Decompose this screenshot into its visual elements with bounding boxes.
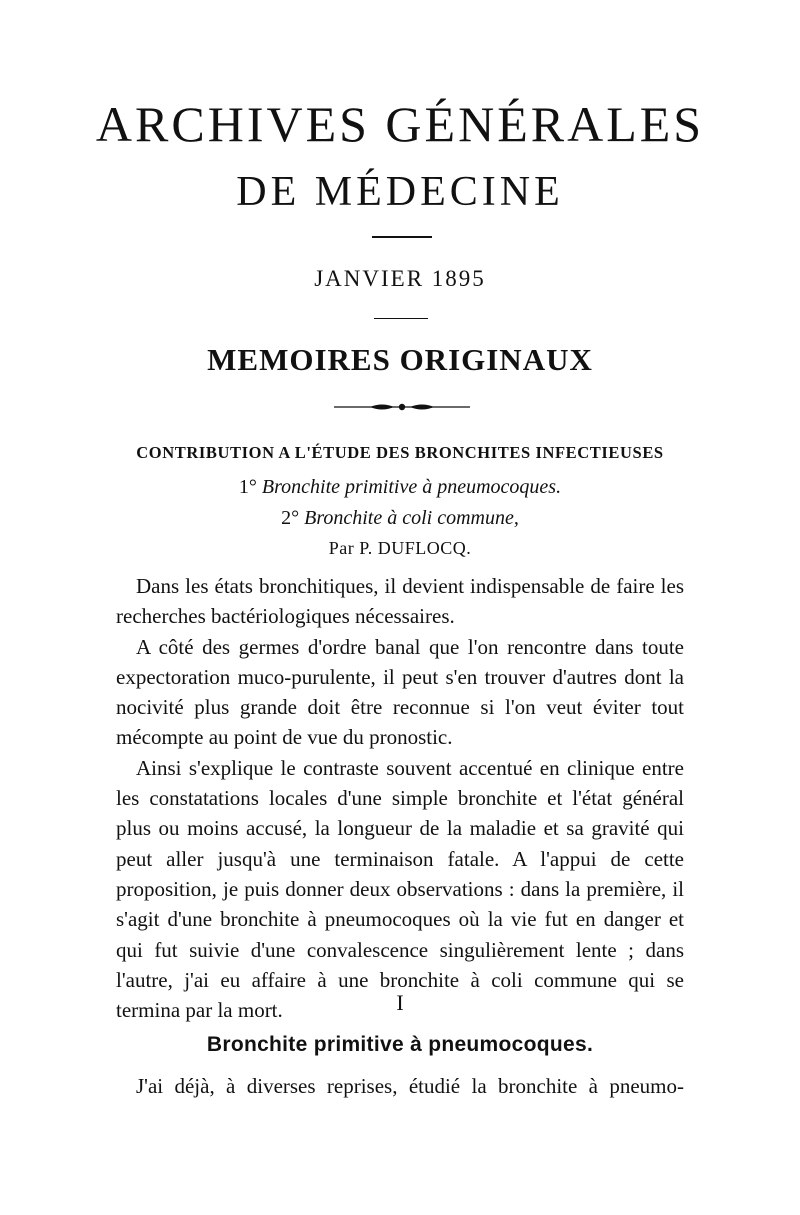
- body-paragraph: Dans les états bronchitiques, il devient indispensable de faire les recherches bactériologiques nécessaires.: [116, 574, 684, 629]
- subtitle-number: 2°: [281, 507, 305, 529]
- subtitle-text: Bronchite à coli commune,: [304, 507, 519, 529]
- article-subtitle-2: [0, 505, 800, 531]
- section-heading: MEMOIRES ORIGINAUX: [207, 342, 593, 377]
- article-subtitle-1: [0, 474, 800, 500]
- ornament-divider-icon: [334, 400, 470, 414]
- author-byline: Par P. DUFLOCQ.: [328, 538, 472, 558]
- journal-title: ARCHIVES GÉNÉRALES: [95, 96, 705, 152]
- body-paragraph: Ainsi s'explique le contraste souvent accentué en clinique entre les constatations locales d'une simple bronchite et l'état général plus ou moins accusé, la longueur de la maladie et sa gravité qui peut aller jusqu'à une terminaison fatale. A l'appui de cette proposition, je puis donner deux observations : dans la première, il s'agit d'une bronchite à pneumocoques où la vie fut en danger et qui fut suivie d'une convalescence singulièrement lente ; dans l'autre, j'ai eu affaire à une bronchite à coli commune qui se termina par la mort.: [116, 755, 684, 1023]
- subtitle-number: 1°: [238, 476, 262, 498]
- article-title: CONTRIBUTION A L'ÉTUDE DES BRONCHITES INFECTIEUSES: [136, 443, 664, 462]
- article-body: [116, 571, 684, 1025]
- subtitle-text: Bronchite primitive à pneumocoques.: [261, 476, 562, 498]
- issue-date: JANVIER 1895: [314, 266, 486, 291]
- divider-rule: [372, 236, 432, 238]
- body-paragraph: A côté des germes d'ordre banal que l'on rencontre dans toute expectoration muco-purulente, il peut s'en trouver d'autres dont la nocivité plus grande doit être reconnue si l'on veut éviter tout mécompte au point de vue du pronostic.: [116, 634, 684, 750]
- journal-subtitle: DE MÉDECINE: [236, 169, 564, 215]
- section-number: I: [396, 990, 404, 1015]
- body-paragraph-start: J'ai déjà, à diverses reprises, étudié la bronchite à pneumo-: [136, 1074, 684, 1098]
- divider-rule: [374, 318, 428, 319]
- subsection-title: Bronchite primitive à pneumocoques.: [206, 1033, 594, 1056]
